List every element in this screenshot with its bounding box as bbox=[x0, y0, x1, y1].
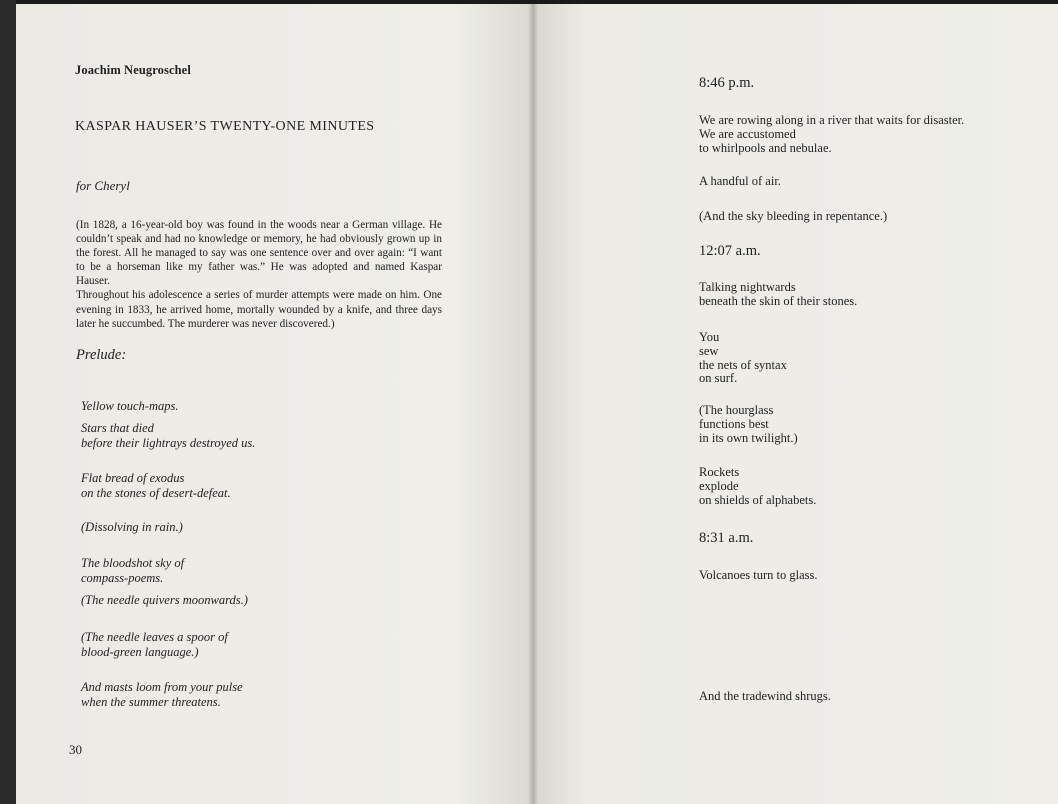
stanza bbox=[81, 421, 255, 450]
verse-line: to whirlpools and nebulae. bbox=[699, 140, 832, 155]
stanza bbox=[81, 593, 248, 608]
page-number: 30 bbox=[69, 742, 82, 757]
verse-block bbox=[699, 466, 816, 507]
verse-line: And the tradewind shrugs. bbox=[699, 689, 831, 703]
verse-line: Stars that died bbox=[81, 421, 154, 435]
verse-line: on the stones of desert-defeat. bbox=[81, 485, 231, 500]
verse-line: You bbox=[699, 330, 720, 344]
verse-line: functions best bbox=[699, 416, 769, 431]
verse-line: when the summer threatens. bbox=[81, 694, 221, 709]
verse-line: And masts loom from your pulse bbox=[81, 680, 243, 694]
verse-line: We are accustomed bbox=[699, 126, 796, 141]
verse-line: the nets of syntax bbox=[699, 357, 787, 372]
verse-block bbox=[699, 210, 887, 224]
time-heading: 8:31 a.m. bbox=[699, 530, 754, 546]
verse-line: Volcanoes turn to glass. bbox=[699, 568, 818, 582]
verse-block bbox=[699, 175, 781, 189]
verse-line: (And the sky bleeding in repentance.) bbox=[699, 209, 888, 223]
intro-line: later he succumbed. The murderer was never discovered.) bbox=[76, 317, 335, 330]
verse-block bbox=[699, 690, 831, 704]
intro-line: (In 1828, a 16-year-old boy was found in the woods near a German village. He bbox=[76, 219, 442, 231]
stanza bbox=[81, 680, 243, 709]
verse-block bbox=[699, 569, 818, 583]
verse-line: We are rowing along in a river that waits for disaster. bbox=[699, 113, 965, 127]
verse-line: in its own twilight.) bbox=[699, 430, 798, 445]
intro-line: Throughout his adolescence a series of murder attempts were made on him. One bbox=[76, 289, 442, 302]
time-heading: 12:07 a.m. bbox=[699, 243, 761, 259]
verse-line: Flat bread of exodus bbox=[81, 471, 185, 485]
time-heading: 8:46 p.m. bbox=[699, 75, 755, 91]
verse-line: compass-poems. bbox=[81, 570, 164, 585]
verse-line: before their lightrays destroyed us. bbox=[81, 435, 256, 450]
book-gutter bbox=[528, 4, 538, 804]
verse-line: Rockets bbox=[699, 465, 740, 479]
stanza bbox=[81, 630, 228, 659]
verse-line: (The needle quivers moonwards.) bbox=[81, 593, 248, 607]
verse-block bbox=[699, 281, 857, 309]
poem-title: KASPAR HAUSER’S TWENTY-ONE MINUTES bbox=[75, 119, 375, 134]
verse-line: The bloodshot sky of bbox=[81, 556, 185, 570]
intro-paragraph bbox=[76, 218, 442, 331]
verse-line: explode bbox=[699, 478, 739, 493]
verse-line: Yellow touch-maps. bbox=[81, 399, 179, 413]
verse-line: blood-green language.) bbox=[81, 644, 199, 659]
verse-line: (The needle leaves a spoor of bbox=[81, 630, 228, 644]
verse-block bbox=[699, 331, 787, 386]
verse-line: on shields of alphabets. bbox=[699, 492, 817, 507]
stanza bbox=[81, 556, 184, 585]
verse-block bbox=[699, 404, 798, 445]
stanza bbox=[81, 399, 178, 414]
verse-line: (The hourglass bbox=[699, 403, 774, 417]
verse-line: beneath the skin of their stones. bbox=[699, 293, 858, 308]
dedication: for Cheryl bbox=[76, 178, 130, 193]
intro-line: evening in 1833, he arrived home, mortally wounded by a knife, and three days bbox=[76, 303, 442, 316]
author-name: Joachim Neugroschel bbox=[75, 63, 191, 77]
intro-line: couldn’t speak and had no knowledge or memory, he had obviously grown up in bbox=[76, 233, 442, 246]
book-edge bbox=[0, 0, 16, 804]
prelude-heading: Prelude: bbox=[76, 347, 127, 363]
stanza bbox=[81, 471, 231, 500]
verse-line: A handful of air. bbox=[699, 174, 781, 188]
verse-block bbox=[699, 114, 964, 155]
verse-line: Talking nightwards bbox=[699, 280, 796, 294]
verse-line: on surf. bbox=[699, 371, 738, 386]
verse-line: sew bbox=[699, 343, 719, 358]
verse-line: (Dissolving in rain.) bbox=[81, 520, 183, 534]
intro-line: the forest. All he managed to say was one sentence over and over again: “I want bbox=[76, 247, 442, 260]
intro-line: to be a horseman like my father was.” He was adopted and named Kaspar Hauser. bbox=[76, 261, 442, 288]
stanza bbox=[81, 520, 183, 535]
